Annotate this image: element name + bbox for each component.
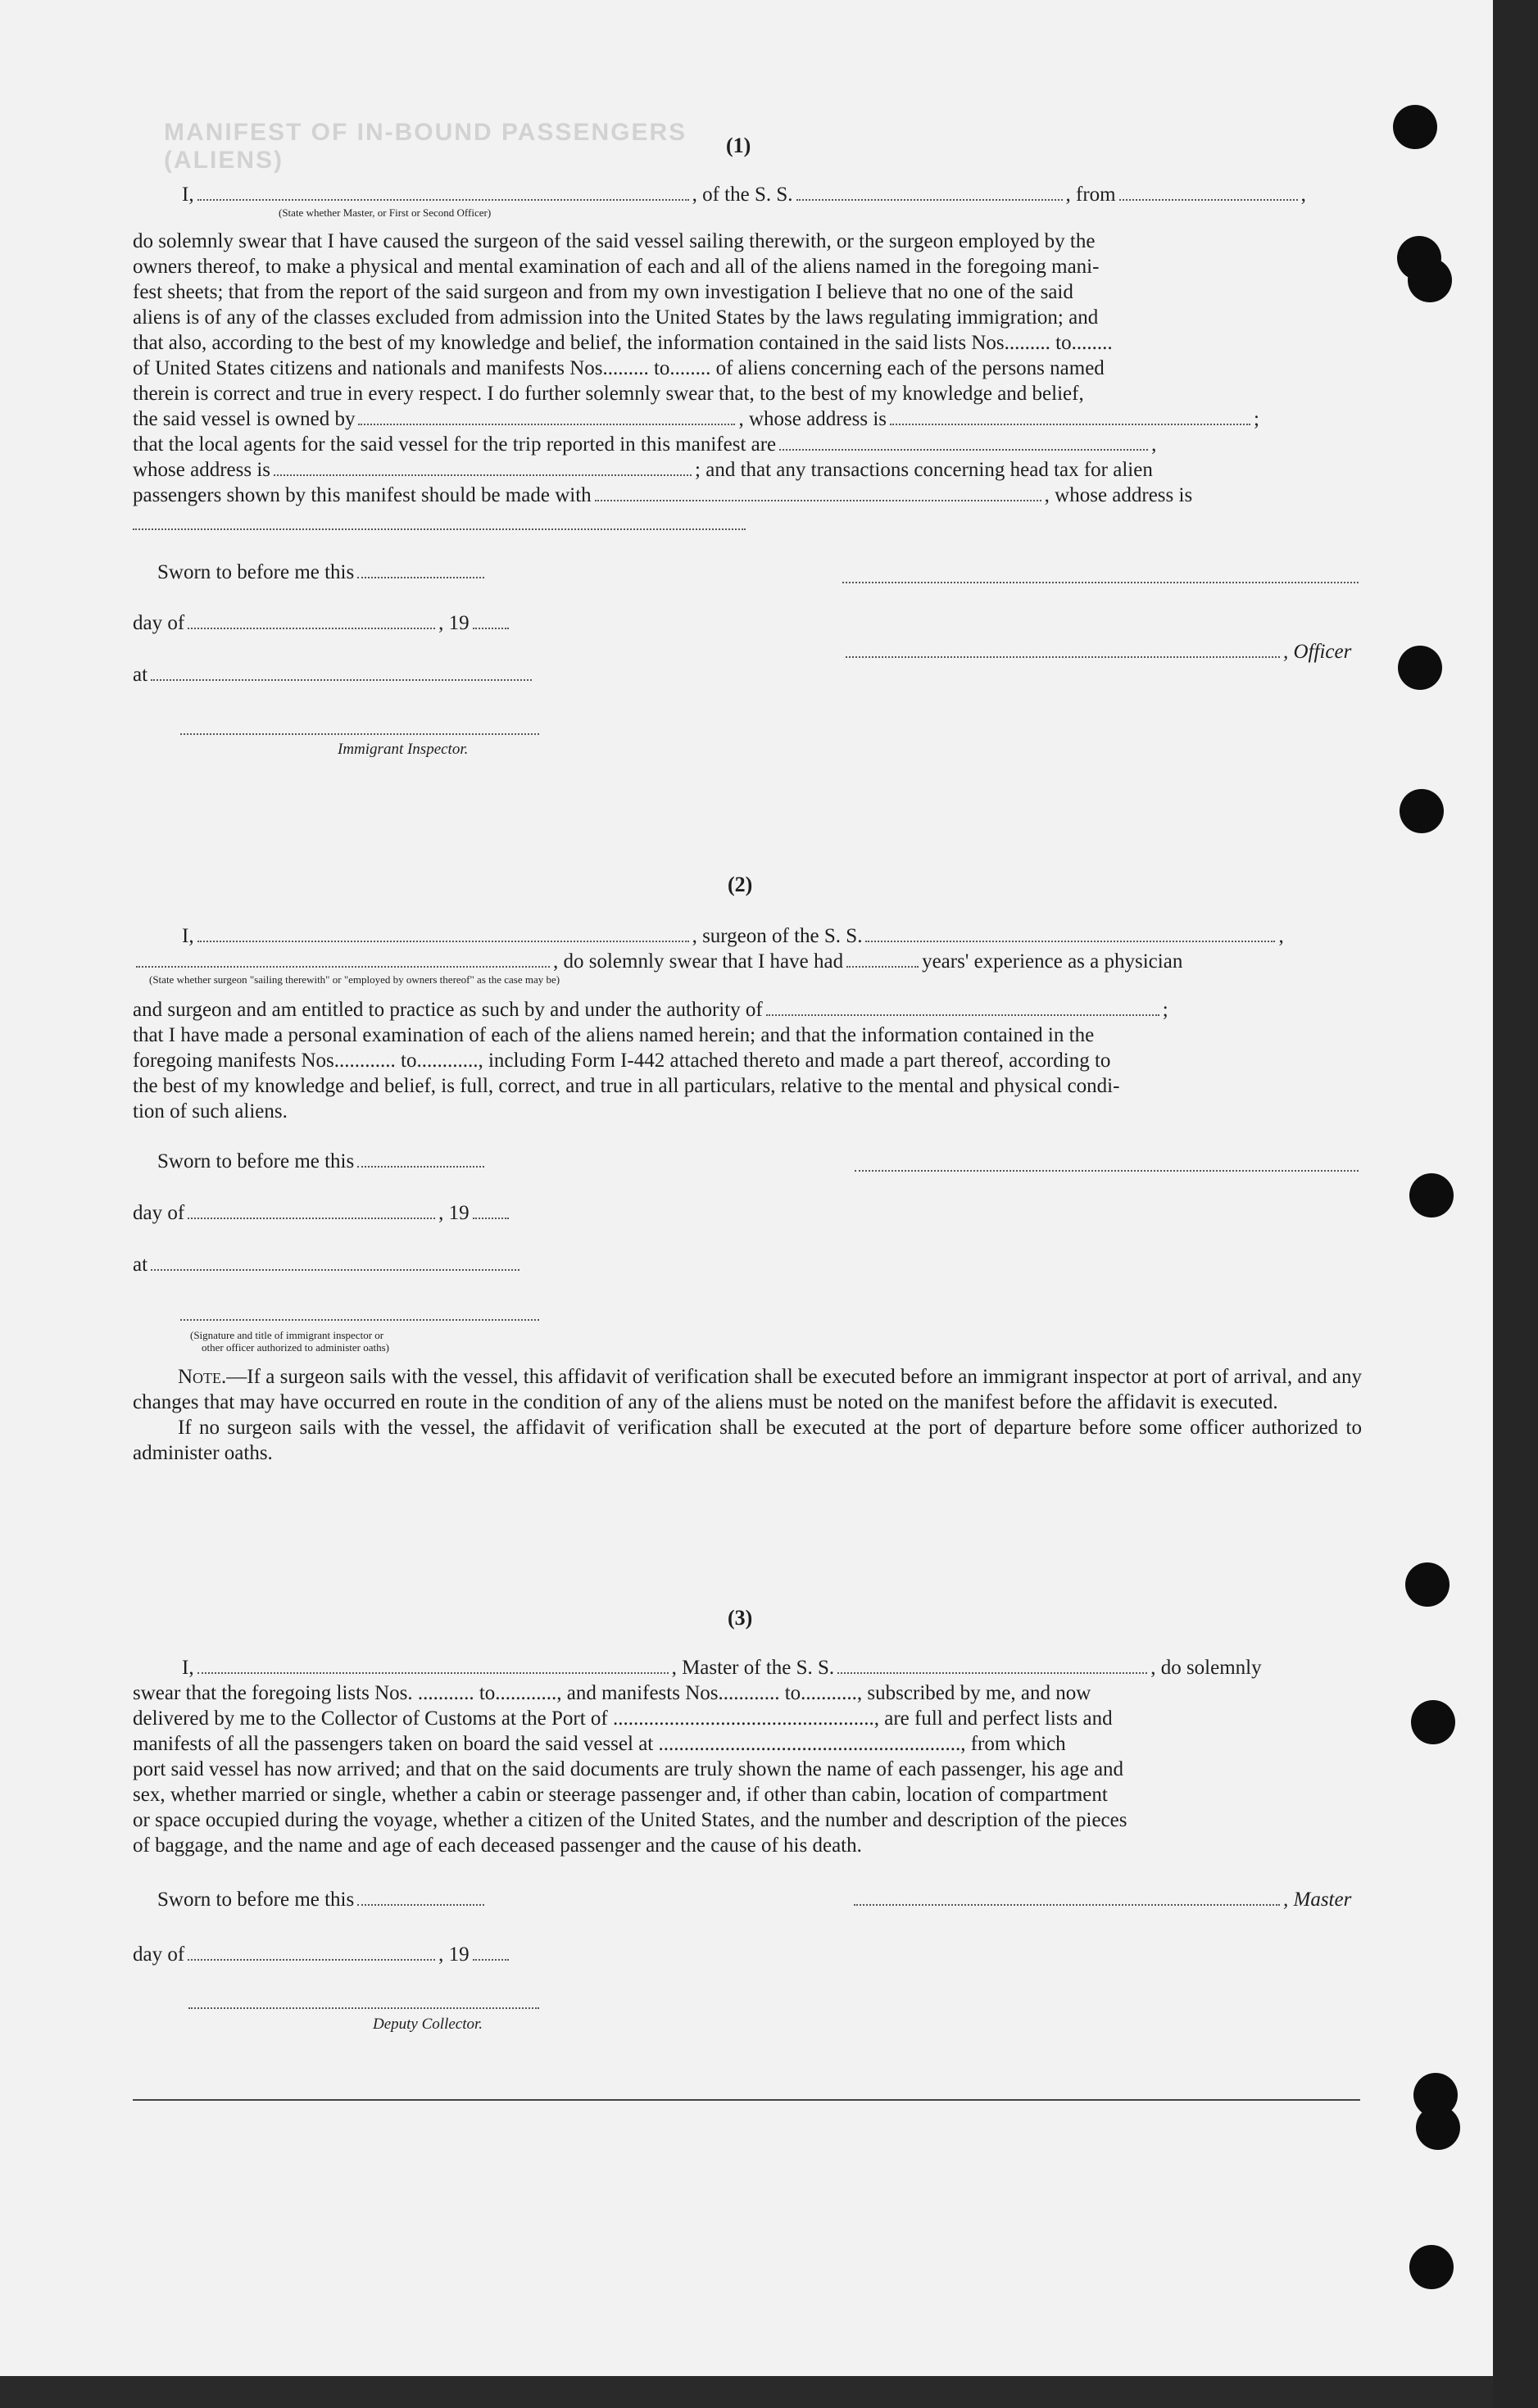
body-line: or space occupied during the voyage, whether a citizen of the United States, and the number and description of the pieces <box>133 1809 1127 1831</box>
punch-hole-icon <box>1405 1562 1450 1607</box>
section-3-number: (3) <box>728 1606 753 1630</box>
master-signature-line: , Master <box>851 1887 1351 1912</box>
blank-at-place-1[interactable] <box>151 679 532 681</box>
head-tax-line: passengers shown by this manifest should be made with , whose address is <box>133 484 1193 506</box>
section-3-body <box>133 1680 1362 1858</box>
punch-hole-icon <box>1398 646 1442 690</box>
punch-hole-icon <box>1416 2106 1460 2150</box>
blank-agents-address[interactable] <box>274 474 692 476</box>
punch-hole-icon <box>1409 1173 1454 1218</box>
sworn-line-3: Sworn to before me this <box>157 1887 488 1912</box>
blank-authority[interactable] <box>766 1014 1159 1016</box>
sig-note-line-2: other officer authorized to administer oaths) <box>202 1341 389 1354</box>
bottom-divider <box>133 2099 1360 2101</box>
blank-master-signature[interactable] <box>854 1904 1280 1906</box>
section-2-note <box>133 1364 1362 1466</box>
body-line: aliens is of any of the classes excluded from admission into the United States by the laws regulating immigration; and <box>133 306 1099 329</box>
blank-day-month-1[interactable] <box>188 628 435 629</box>
blank-from-port[interactable] <box>1119 199 1298 201</box>
day-of-line-1: day of , 19 <box>133 610 512 636</box>
punch-hole-icon <box>1411 1700 1455 1744</box>
text-from: , from <box>1065 184 1116 206</box>
blank-ship-name[interactable] <box>796 199 1063 201</box>
section-1-body <box>133 229 1362 406</box>
blank-sworn-date-3[interactable] <box>357 1904 484 1906</box>
body-line: swear that the foregoing lists Nos. ........... to............, and manifests Nos............ to..........., subscribed by me, and now <box>133 1682 1091 1704</box>
body-line: of United States citizens and nationals and manifests Nos......... to........ of aliens concerning each of the persons named <box>133 357 1105 379</box>
section-2-body <box>133 1023 1362 1124</box>
day-of-line-2: day of , 19 <box>133 1200 512 1226</box>
note-paragraph-1: Note.—If a surgeon sails with the vessel, this affidavit of verification shall be executed before an immigrant inspector at port of arrival, and any changes that may have occurred en route in the condition of any of the aliens must be noted on the manifest before the affidavit is executed. <box>133 1366 1362 1413</box>
day-of-line-3: day of , 19 <box>133 1942 512 1967</box>
faint-bleedthrough-header: MANIFEST OF IN-BOUND PASSENGERS (ALIENS) <box>164 119 687 174</box>
blank-year-1[interactable] <box>473 628 509 629</box>
body-line: delivered by me to the Collector of Customs at the Port of ..................................................., are full and perfect lists and <box>133 1707 1113 1730</box>
body-line: fest sheets; that from the report of the said surgeon and from my own investigation I believe that no one of the said <box>133 281 1073 303</box>
punch-hole-icon <box>1393 105 1437 149</box>
blank-day-month-2[interactable] <box>188 1218 435 1219</box>
section-1-line-1: I, , of the S. S. , from , <box>182 184 1306 206</box>
blank-inspector-signature[interactable] <box>180 733 539 735</box>
immigrant-inspector-label: Immigrant Inspector. <box>338 741 469 758</box>
scan-edge-bottom <box>0 2376 1493 2408</box>
body-line: manifests of all the passengers taken on board the said vessel at ..........................................................., from which <box>133 1733 1066 1755</box>
blank-years-experience[interactable] <box>846 966 919 968</box>
blank-sworn-date-1[interactable] <box>357 577 484 578</box>
blank-head-tax-address[interactable] <box>133 528 746 530</box>
blank-surgeon-ship[interactable] <box>865 941 1275 942</box>
blank-surgeon-name[interactable] <box>197 941 689 942</box>
blank-master-name[interactable] <box>197 1672 669 1674</box>
note-paragraph-2: If no surgeon sails with the vessel, the affidavit of verification shall be executed at the port of departure before some officer authorized to administer oaths. <box>133 1417 1362 1464</box>
punch-hole-icon <box>1408 258 1452 302</box>
body-line: do solemnly swear that I have caused the surgeon of the said vessel sailing therewith, or the surgeon employed by the <box>133 230 1096 252</box>
blank-at-place-2[interactable] <box>151 1269 519 1271</box>
blank-day-month-3[interactable] <box>188 1959 435 1961</box>
sworn-line-2: Sworn to before me this <box>157 1149 488 1174</box>
blank-deputy-signature[interactable] <box>188 2007 539 2009</box>
section-2-number: (2) <box>728 873 753 896</box>
owned-by-line: the said vessel is owned by , whose address is ; <box>133 408 1259 430</box>
body-line: foregoing manifests Nos............ to............, including Form I-442 attached thereto and made a part thereof, according to <box>133 1050 1111 1072</box>
scan-edge-right <box>1493 0 1538 2408</box>
blank-master-ship[interactable] <box>837 1672 1147 1674</box>
text-of-ss: , of the S. S. <box>692 184 793 206</box>
blank-sworn-date-2[interactable] <box>357 1166 484 1168</box>
blank-head-tax-contact[interactable] <box>595 500 1041 501</box>
sworn-line-1: Sworn to before me this <box>157 560 488 585</box>
blank-surgeon-signature[interactable] <box>855 1170 1359 1172</box>
blank-owner-address[interactable] <box>890 424 1250 425</box>
blank-local-agents[interactable] <box>779 449 1148 451</box>
blank-official-signature[interactable] <box>180 1319 539 1321</box>
body-line: that also, according to the best of my knowledge and belief, the information contained in the said lists Nos......... to........ <box>133 332 1113 354</box>
body-line: that I have made a personal examination of each of the aliens named herein; and that the information contained in the <box>133 1024 1095 1046</box>
blank-officer-name[interactable] <box>197 199 689 201</box>
section-1-number: (1) <box>726 134 751 157</box>
punch-hole-icon <box>1409 2245 1454 2289</box>
sig-note-line-1: (Signature and title of immigrant inspector or <box>190 1329 384 1341</box>
body-line: the best of my knowledge and belief, is full, correct, and true in all particulars, relative to the mental and physical condi- <box>133 1075 1120 1097</box>
text-i: I, <box>182 184 194 206</box>
agents-address-line: whose address is ; and that any transactions concerning head tax for alien <box>133 459 1153 481</box>
blank-officer-signature[interactable] <box>846 656 1280 658</box>
body-line: owners thereof, to make a physical and mental examination of each and all of the aliens named in the foregoing mani- <box>133 256 1100 278</box>
note-label: Note. <box>178 1366 227 1388</box>
body-line: therein is correct and true in every respect. I do further solemnly swear that, to the best of my knowledge and belief, <box>133 383 1084 405</box>
surgeon-type-note: (State whether surgeon "sailing therewith" or "employed by owners thereof" as the case may be) <box>149 973 560 986</box>
section-3-line-1: I, , Master of the S. S. , do solemnly <box>182 1657 1262 1679</box>
blank-year-2[interactable] <box>473 1218 509 1219</box>
body-line: tion of such aliens. <box>133 1100 288 1122</box>
body-line: port said vessel has now arrived; and that on the said documents are truly shown the name of each passenger, his age and <box>133 1758 1124 1780</box>
body-line: sex, whether married or single, whether a cabin or steerage passenger and, if other than cabin, location of compartment <box>133 1784 1108 1806</box>
at-line-1: at <box>133 662 535 687</box>
section-2-line-1: I, , surgeon of the S. S. , <box>182 925 1284 947</box>
blank-owner[interactable] <box>358 424 735 425</box>
blank-surgeon-type[interactable] <box>136 966 550 968</box>
local-agents-line: that the local agents for the said vessel for the trip reported in this manifest are , <box>133 433 1157 456</box>
officer-rank-note: (State whether Master, or First or Second Officer) <box>279 206 492 219</box>
section-2-line-3: and surgeon and am entitled to practice as such by and under the authority of ; <box>133 999 1168 1021</box>
blank-officer-signature-top[interactable] <box>842 582 1359 583</box>
section-2-line-2: , do solemnly swear that I have had years' experience as a physician <box>133 949 1182 974</box>
deputy-collector-label: Deputy Collector. <box>373 2016 483 2033</box>
at-line-2: at <box>133 1252 523 1277</box>
body-line: of baggage, and the name and age of each deceased passenger and the cause of his death. <box>133 1834 862 1857</box>
punch-hole-icon <box>1400 789 1444 833</box>
blank-year-3[interactable] <box>473 1959 509 1961</box>
officer-line: , Officer <box>842 639 1351 664</box>
